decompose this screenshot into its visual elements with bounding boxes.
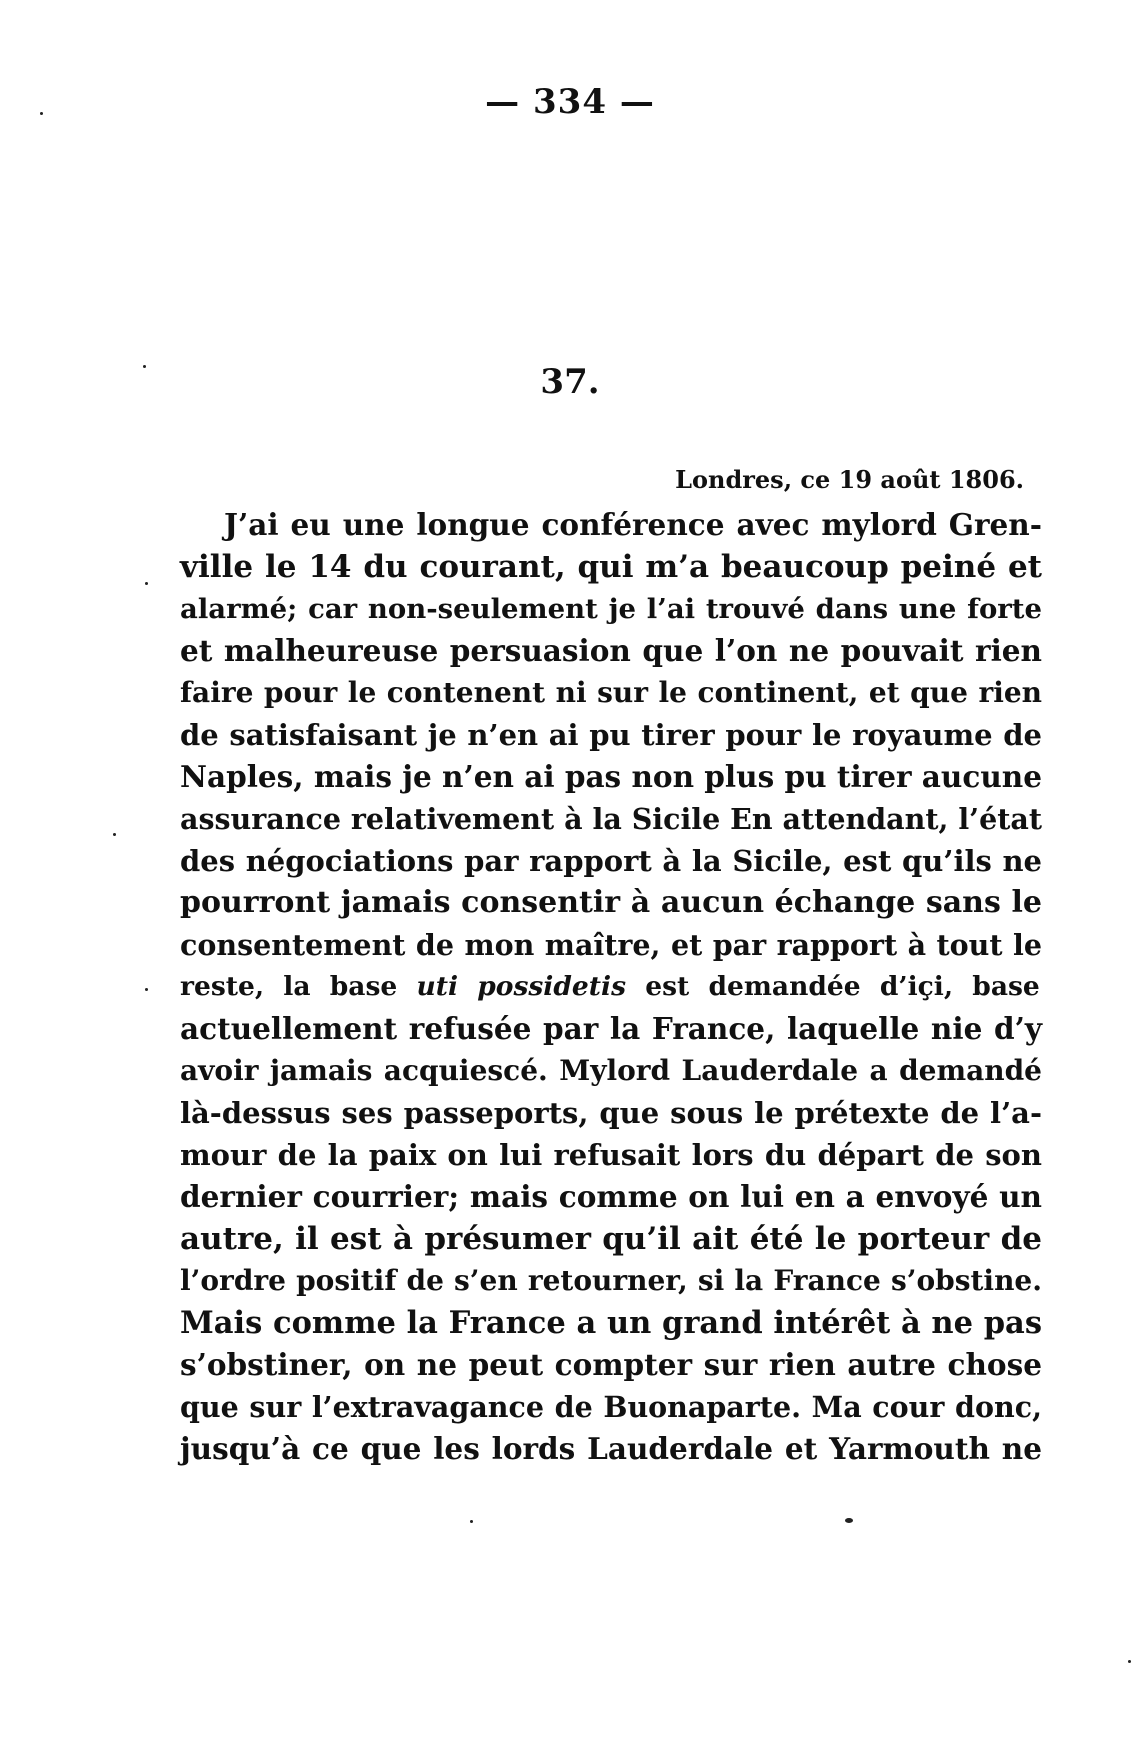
text-line: faire pour le contenent ni sur le continent, et que rien (180, 676, 1042, 709)
text-line: là-dessus ses passeports, que sous le prétexte de l’a- (180, 1096, 1042, 1130)
text-line-with-italic (180, 966, 1042, 1008)
text-line: J’ai eu une longue conférence avec mylord Gren- (224, 507, 1042, 542)
letter-body (180, 504, 1042, 1470)
text-line: pourront jamais consentir à aucun échange sans le (180, 885, 1042, 920)
text-line: Naples, mais je n’en ai pas non plus pu tirer aucune (180, 759, 1042, 794)
letter-number: 37. (540, 362, 600, 402)
text-line: avoir jamais acquiescé. Mylord Lauderdale a demandé (180, 1054, 1042, 1087)
text-line: et malheureuse persuasion que l’on ne pouvait rien (180, 633, 1042, 668)
text-segment: est demandée d’içi, base (626, 971, 1040, 1002)
scan-speck (470, 1520, 473, 1523)
scan-speck (143, 365, 146, 368)
text-line: Mais comme la France a un grand intérêt à ne pas (180, 1305, 1042, 1341)
text-line: l’ordre positif de s’en retourner, si la France s’obstine. (180, 1264, 1042, 1297)
text-line: de satisfaisant je n’en ai pu tirer pour le royaume de (180, 718, 1042, 752)
text-segment: reste, la base (180, 971, 417, 1002)
scan-speck (145, 582, 148, 585)
scan-speck (40, 112, 43, 115)
text-line: s’obstiner, on ne peut compter sur rien autre chose (180, 1347, 1042, 1382)
italic-phrase: uti possidetis (416, 971, 626, 1002)
text-line: actuellement refusée par la France, laquelle nie d’y (180, 1011, 1042, 1046)
text-line: ville le 14 du courant, qui m’a beaucoup peiné et (180, 549, 1042, 585)
scan-speck (845, 1518, 853, 1523)
page-number: — 334 — (485, 82, 655, 122)
text-line: consentement de mon maître, et par rapport à tout le (180, 928, 1042, 962)
text-line: alarmé; car non-seulement je l’ai trouvé dans une forte (180, 593, 1042, 625)
scan-speck (113, 833, 116, 836)
text-line: que sur l’extravagance de Buonaparte. Ma cour donc, (180, 1390, 1042, 1424)
letter-dateline: Londres, ce 19 août 1806. (675, 465, 1024, 494)
text-line: mour de la paix on lui refusait lors du départ de son (180, 1138, 1042, 1172)
scan-speck (145, 988, 148, 991)
text-line: jusqu’à ce que les lords Lauderdale et Yarmouth ne (180, 1431, 1042, 1466)
text-line: autre, il est à présumer qu’il ait été le porteur de (180, 1221, 1042, 1257)
scan-speck (1128, 1660, 1131, 1663)
text-line: des négociations par rapport à la Sicile, est qu’ils ne (180, 844, 1042, 878)
text-line: assurance relativement à la Sicile En attendant, l’état (180, 802, 1042, 836)
text-line: dernier courrier; mais comme on lui en a envoyé un (180, 1179, 1042, 1214)
